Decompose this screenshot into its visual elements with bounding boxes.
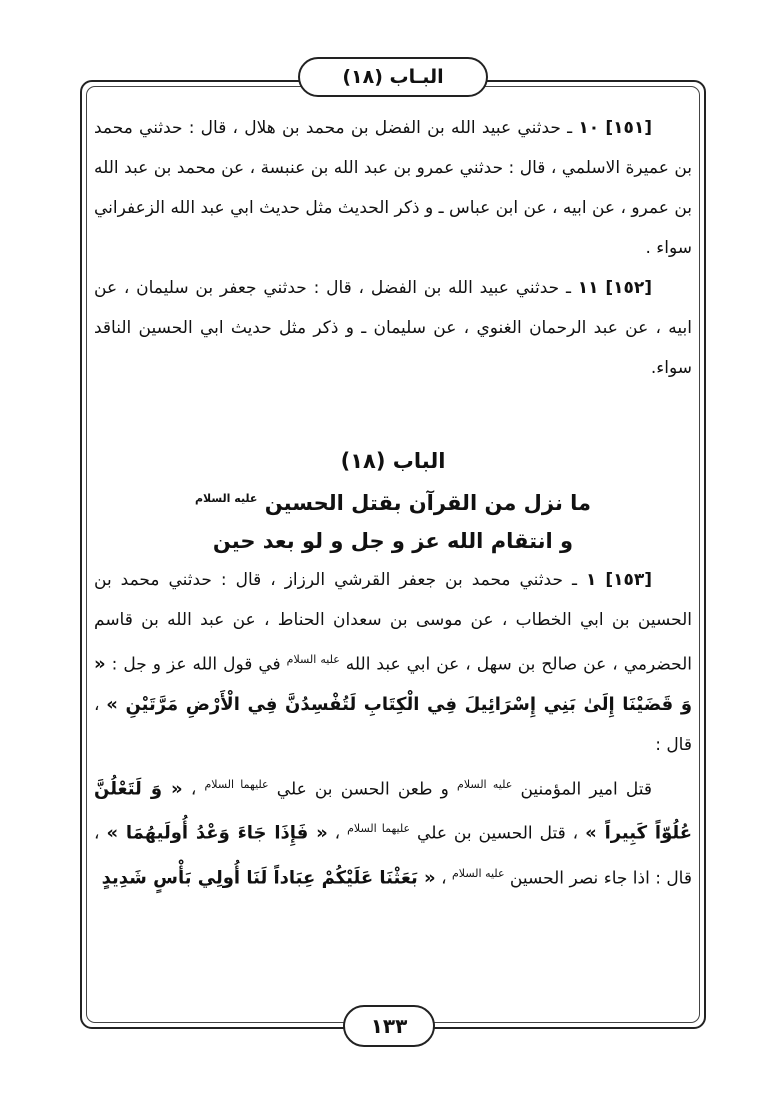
running-header-title: البـاب (١٨) xyxy=(342,66,444,88)
section-subtitle-1 xyxy=(94,480,692,522)
hadith-153-continuation xyxy=(94,765,692,899)
hadith-151-index: [١٥١] xyxy=(605,118,653,138)
hadith-152-number: ١١ xyxy=(577,278,599,298)
hadith-153-text-b: في قول الله عز و جل : xyxy=(111,654,281,675)
cont-text-c: ، xyxy=(190,779,197,800)
hadith-152-index: [١٥٢] xyxy=(605,278,653,298)
page-body xyxy=(94,108,692,899)
honorific-glyph: عليه السلام xyxy=(452,866,505,880)
honorific-glyph: عليه السلام xyxy=(194,492,258,505)
section-title: الباب (١٨) xyxy=(340,449,446,473)
hadith-152 xyxy=(94,268,692,388)
honorific-glyph: عليهما السلام xyxy=(347,822,411,836)
hadith-153-index: [١٥٣] xyxy=(605,570,653,590)
quran-verse: « وَ لَتَعْلُنَّ عُلُوّاً كَبِيراً » xyxy=(94,778,693,844)
cont-text-e: ، xyxy=(334,823,341,844)
hadith-152-text: ـ حدثني عبيد الله بن الفضل ، قال : حدثني جعفر بن سليمان ، عن ابيه ، عن عبد الرحمان الغنوي ، عن سليمان ـ و ذكر مثل حديث ابي الحسين الناقد سواء. xyxy=(94,278,692,378)
honorific-glyph: عليه السلام xyxy=(286,653,340,666)
quran-verse: « بَعَثْنَا عَلَيْكُمْ عِبَاداً لَنَا أُولِي بَأْسٍ شَدِيدٍ xyxy=(101,867,436,889)
quran-verse: « فَإِذَا جَاءَ وَعْدُ أُولَيهُمَا » xyxy=(106,822,328,844)
page-number-badge xyxy=(343,1005,435,1047)
section-subtitle-1-text: ما نزل من القرآن بقتل الحسين xyxy=(264,491,592,515)
hadith-153-text-c: ، قال : xyxy=(94,694,692,755)
hadith-153 xyxy=(94,560,692,765)
cont-text-b: و طعن الحسن بن علي xyxy=(276,779,449,800)
running-header xyxy=(298,57,488,97)
honorific-glyph: عليه السلام xyxy=(457,777,513,791)
section-subtitle-2: و انتقام الله عز و جل و لو بعد حين xyxy=(212,529,574,553)
hadith-151-text: ـ حدثني عبيد الله بن الفضل بن محمد بن هلال ، قال : حدثني محمد بن عميرة الاسلمي ، قال : حدثني عمرو بن عبد الله بن عنبسة ، عن محمد بن عبد الله بن عمرو ، عن ابيه ، عن ابن عباس ـ و ذكر الحديث مثل حديث ابي عبد الله الزعفراني سواء . xyxy=(94,118,692,258)
honorific-glyph: عليهما السلام xyxy=(204,777,269,791)
hadith-153-text-a: ـ حدثني محمد بن جعفر القرشي الرزاز ، قال : حدثني محمد بن الحسين بن ابي الخطاب ، عن موسى بن سعدان الحناط ، عن عبد الله بن قاسم الحضرمي ، عن صالح بن سهل ، عن ابي عبد الله xyxy=(94,570,693,675)
hadith-151-number: ١٠ xyxy=(578,118,600,138)
hadith-153-number: ١ xyxy=(585,570,597,590)
page-number: ١٣٣ xyxy=(370,1014,408,1038)
cont-text-f: ، قال : اذا جاء نصر الحسين xyxy=(94,823,692,889)
quran-verse: « وَ قَضَيْنَا إِلَىٰ بَنِي إِسْرَائِيلَ فِي الْكِتَابِ لَتُفْسِدُنَّ فِي الْأَرْضِ مَرَّتَيْنِ » xyxy=(94,653,693,715)
cont-text-g: ، xyxy=(441,868,447,889)
cont-text-a: قتل امير المؤمنين xyxy=(520,779,653,800)
hadith-151 xyxy=(94,108,692,268)
cont-text-d: ، قتل الحسين بن علي xyxy=(417,823,579,844)
